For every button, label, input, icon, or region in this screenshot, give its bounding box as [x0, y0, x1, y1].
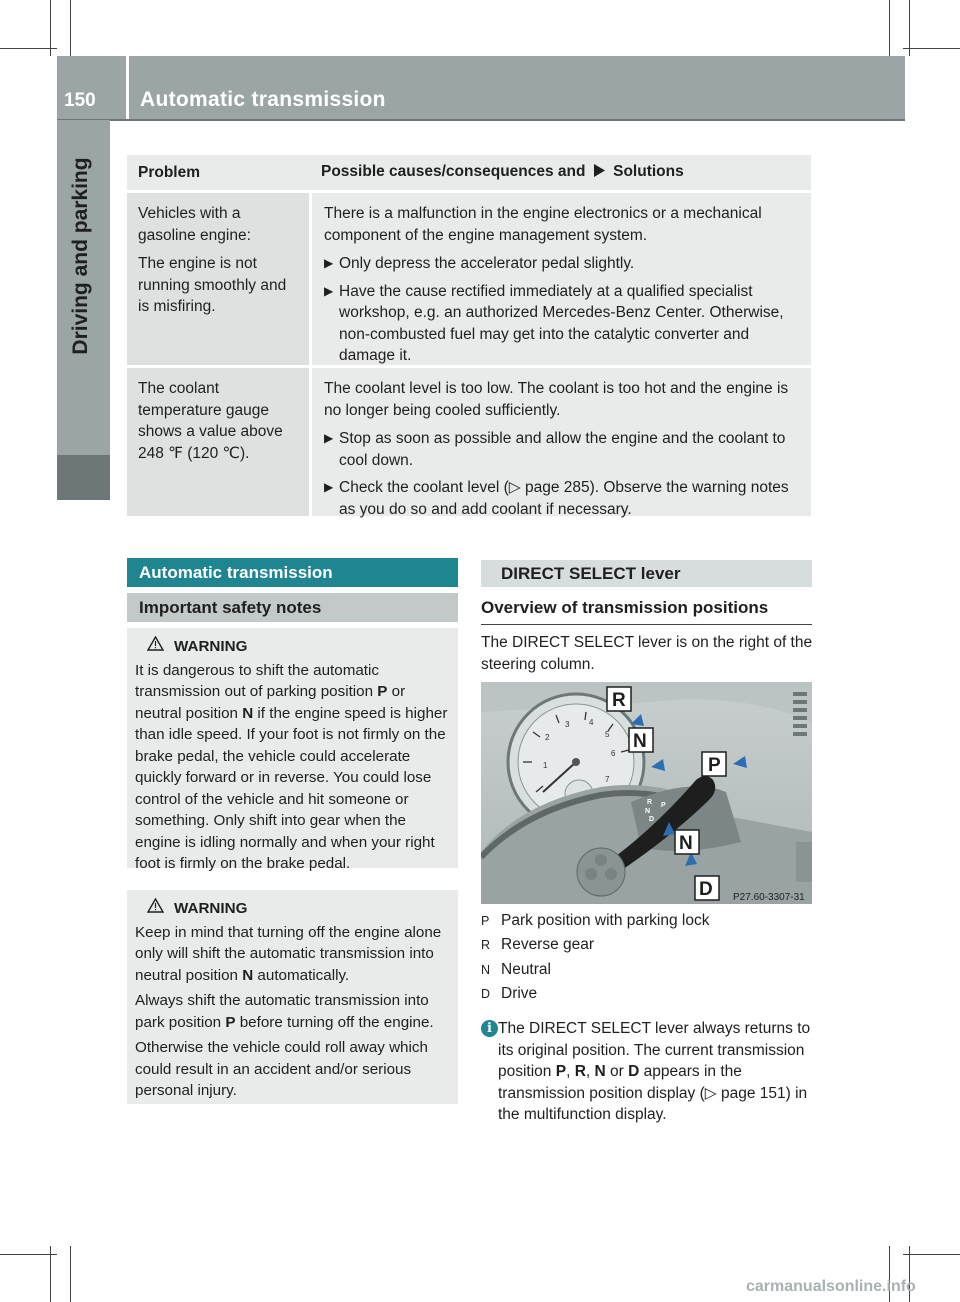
watermark: carmanualsonline.info [746, 1278, 916, 1295]
warning-text-part: before turning off the engine. [235, 1013, 434, 1031]
intro-text: The DIRECT SELECT lever is on the right of the steering column. [481, 634, 813, 673]
step-item [324, 428, 801, 471]
warning-text [135, 990, 452, 1033]
column-header-solutions-suffix: Solutions [613, 163, 684, 180]
side-tab-marker [57, 455, 110, 500]
problem-text: Vehicles with a gasoline engine: [138, 205, 251, 244]
column-header-solutions-text: Possible causes/consequences and [321, 163, 586, 180]
troubleshooting-table [127, 155, 811, 516]
figure-code: P27.60-3307-31 [733, 892, 805, 903]
header-rule [57, 119, 905, 121]
page-number: 150 [64, 90, 96, 111]
step-item [324, 253, 801, 275]
gear-letter: N [242, 966, 254, 984]
warning-text: Otherwise the vehicle could roll away which could result in an accident and/or serious personal injury. [135, 1039, 428, 1099]
legend-key: P [481, 914, 490, 928]
crop-mark [889, 0, 890, 56]
gear-letter: P [225, 1013, 236, 1031]
page-title: Automatic transmission [140, 88, 386, 111]
section-heading-direct-select: DIRECT SELECT lever [481, 560, 812, 587]
info-text [481, 1018, 816, 1126]
crop-mark [50, 0, 51, 56]
step-arrow-icon: ▶ [324, 256, 334, 270]
gear-letter: D [628, 1063, 640, 1080]
problem-text: The engine is not running smoothly and is misfiring. [138, 255, 287, 315]
step-arrow-icon: ▶ [324, 283, 334, 298]
svg-text:D: D [699, 879, 713, 900]
info-text-part: The DIRECT SELECT lever always returns to its original position. The current transmission position [498, 1020, 811, 1080]
cause-text: The coolant level is too low. The coolant is too hot and the engine is no longer being cooled sufficiently. [324, 380, 789, 419]
info-icon: i [481, 1020, 498, 1037]
step-text: Only depress the accelerator pedal slightly. [339, 255, 635, 272]
svg-text:5: 5 [605, 730, 610, 739]
crop-mark [0, 48, 57, 49]
svg-text:N: N [679, 833, 693, 854]
warning-triangle-icon [147, 898, 174, 920]
header-separator [126, 56, 129, 120]
svg-text:4: 4 [589, 718, 594, 727]
svg-text:7: 7 [605, 775, 610, 784]
direct-select-lever-figure [481, 682, 812, 904]
legend-item [481, 912, 710, 930]
play-arrow-icon [594, 164, 605, 182]
side-tab-label: Driving and parking [69, 157, 92, 355]
gear-letter: R [574, 1063, 586, 1080]
info-text-part: or [605, 1063, 629, 1080]
svg-text:R: R [647, 799, 653, 806]
table-header [127, 155, 811, 190]
warning-text-part: Always shift the automatic transmission into park position [135, 992, 429, 1031]
svg-text:D: D [649, 816, 655, 823]
svg-text:6: 6 [611, 749, 616, 758]
crop-mark [903, 1254, 960, 1255]
svg-text:3: 3 [565, 720, 570, 729]
crop-mark [70, 0, 71, 56]
warning-title [135, 636, 452, 658]
legend-text: Drive [501, 985, 538, 1002]
warning-label: WARNING [174, 638, 248, 655]
svg-text:R: R [612, 690, 626, 711]
svg-text:1: 1 [543, 761, 548, 770]
svg-text:N: N [633, 731, 647, 752]
step-text: Have the cause rectified immediately at a qualified specialist workshop, e.g. an authorized Mercedes-Benz Center. Otherwise, non-combusted fuel may get into the catalytic converter and damage it. [339, 282, 784, 364]
warning-text [135, 660, 452, 875]
cause-text: There is a malfunction in the engine electronics or a mechanical component of the engine management system. [324, 205, 762, 244]
subsection-heading-safety-notes: Important safety notes [127, 593, 458, 622]
column-header-problem: Problem [138, 163, 201, 181]
svg-text:N: N [645, 808, 651, 815]
gear-letter: N [242, 704, 254, 722]
legend-item [481, 961, 551, 979]
warning-text-part: or neutral position [135, 683, 406, 722]
step-item [324, 477, 801, 520]
warning-text-part: It is dangerous to shift the automatic transmission out of parking position [135, 661, 379, 700]
table-row [127, 368, 811, 516]
gear-letter: P [377, 683, 388, 700]
svg-text:P: P [661, 802, 666, 809]
crop-mark [909, 0, 910, 56]
crop-mark [903, 48, 960, 49]
column-header-solutions [309, 163, 811, 182]
warning-box [127, 890, 458, 1104]
warning-text-part: Keep in mind that turning off the engine alone only will shift the automatic transmission into neutral position [135, 923, 442, 984]
info-note [481, 1018, 816, 1126]
crop-mark [50, 1246, 51, 1302]
warning-text [135, 922, 452, 987]
step-item [324, 281, 801, 367]
table-row [127, 193, 811, 365]
subheading-rule [481, 624, 812, 625]
legend-key: N [481, 963, 491, 977]
gear-letter: P [555, 1063, 567, 1080]
crop-mark [70, 1246, 71, 1302]
legend-text: Neutral [501, 961, 551, 978]
legend-text: Park position with parking lock [501, 912, 710, 929]
problem-cell [127, 368, 309, 516]
warning-label: WARNING [174, 900, 248, 917]
step-arrow-icon: ▶ [324, 431, 334, 445]
legend-key: R [481, 938, 491, 952]
lever-illustration [481, 682, 812, 904]
solution-cell [312, 193, 811, 365]
warning-text-part: automatically. [253, 966, 350, 984]
step-arrow-icon: ▶ [324, 480, 334, 494]
info-text-part: , [585, 1063, 595, 1080]
legend-item [481, 936, 594, 954]
warning-text-part: if the engine speed is higher than idle speed. If your foot is not firmly on the brake pedal, the vehicle could accelerate quickly forward or in reverse. You could lose control of the vehicle and hit someone or something. Only shift into gear when the engine is idling normally and when your right foot is firmly on the brake pedal. [135, 704, 448, 872]
legend-key: D [481, 987, 491, 1001]
legend-text: Reverse gear [501, 936, 595, 953]
step-text: Check the coolant level (▷ page 285). Observe the warning notes as you do so and add coolant if necessary. [339, 479, 789, 518]
info-text-part: , [566, 1063, 575, 1080]
svg-text:P: P [708, 755, 721, 776]
warning-title [135, 898, 452, 920]
info-text-part: appears in the transmission position display (▷ page 151) in the multifunction display. [498, 1063, 808, 1123]
problem-cell [127, 193, 309, 365]
warning-triangle-icon [147, 636, 174, 658]
problem-text: The coolant temperature gauge shows a value above 248 ℉ (120 ℃). [138, 380, 283, 462]
subheading-transmission-positions: Overview of transmission positions [481, 598, 769, 617]
svg-text:2: 2 [545, 733, 550, 742]
step-text: Stop as soon as possible and allow the engine and the coolant to cool down. [339, 430, 786, 469]
warning-box [127, 628, 458, 872]
crop-mark [0, 1254, 57, 1255]
section-heading-automatic-transmission: Automatic transmission [127, 558, 458, 587]
gear-letter: N [594, 1063, 606, 1080]
legend-item [481, 985, 537, 1003]
solution-cell [312, 368, 811, 516]
